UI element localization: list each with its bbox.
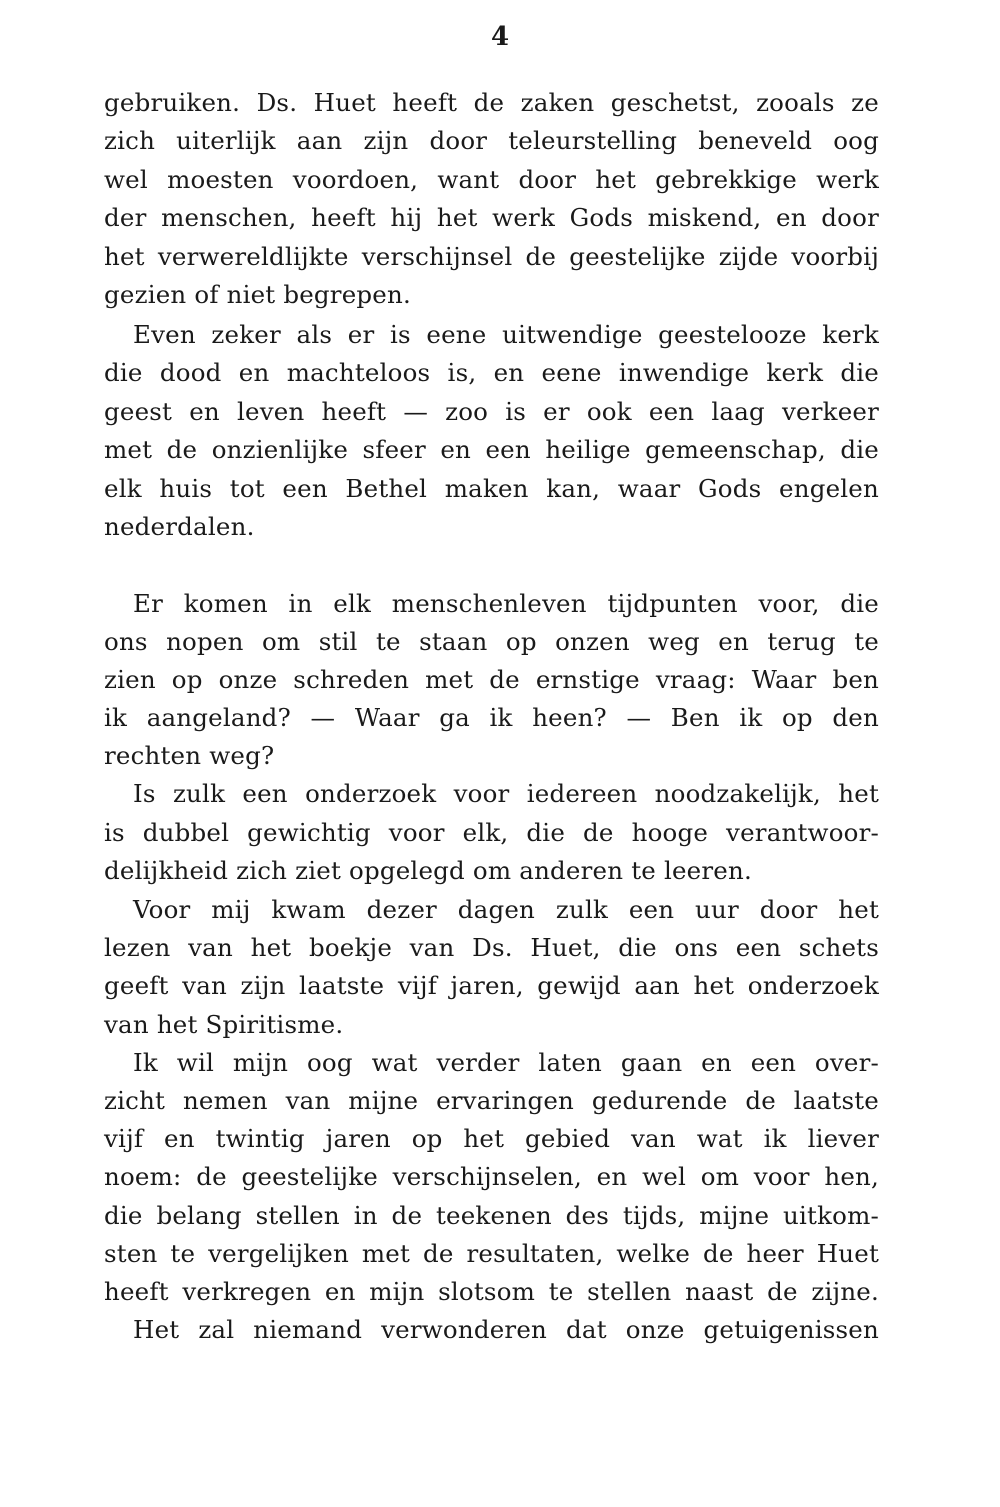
text-line: Er komen in elk menschenleven tijdpunten voor, die (133, 589, 879, 618)
text-line: gebruiken. Ds. Huet heeft de zaken geschetst, zooals ze (104, 88, 879, 117)
text-line: nederdalen. (104, 512, 255, 541)
text-line: die belang stellen in de teekenen des tijds, mijne uitkom- (104, 1201, 879, 1230)
text-line: lezen van het boekje van Ds. Huet, die ons een schets (104, 933, 879, 962)
text-line: Even zeker als er is eene uitwendige geestelooze kerk (133, 320, 879, 349)
text-line: noem: de geestelijke verschijnselen, en wel om voor hen, (104, 1162, 879, 1191)
text-line: Ik wil mijn oog wat verder laten gaan en een over- (133, 1048, 879, 1077)
text-line: elk huis tot een Bethel maken kan, waar Gods engelen (104, 474, 879, 503)
text-line: is dubbel gewichtig voor elk, die de hooge verantwoor- (104, 818, 879, 847)
text-line: zien op onze schreden met de ernstige vraag: Waar ben (104, 665, 879, 694)
text-line: der menschen, heeft hij het werk Gods miskend, en door (104, 203, 879, 232)
text-line: zich uiterlijk aan zijn door teleurstelling beneveld oog (104, 126, 879, 155)
text-line: Voor mij kwam dezer dagen zulk een uur door het (133, 895, 879, 924)
text-line: ons nopen om stil te staan op onzen weg en terug te (104, 627, 879, 656)
text-line: Is zulk een onderzoek voor iedereen noodzakelijk, het (133, 779, 879, 808)
text-line: zicht nemen van mijne ervaringen gedurende de laatste (104, 1086, 879, 1115)
text-line: van het Spiritisme. (104, 1010, 344, 1039)
text-line: heeft verkregen en mijn slotsom te stellen naast de zijne. (104, 1277, 879, 1306)
text-line: met de onzienlijke sfeer en een heilige gemeenschap, die (104, 435, 879, 464)
text-line: Het zal niemand verwonderen dat onze getuigenissen (133, 1315, 879, 1344)
text-line: sten te vergelijken met de resultaten, welke de heer Huet (104, 1239, 879, 1268)
text-line: delijkheid zich ziet opgelegd om anderen te leeren. (104, 856, 752, 885)
text-line: het verwereldlijkte verschijnsel de geestelijke zijde voorbij (104, 242, 879, 271)
text-line: geeft van zijn laatste vijf jaren, gewijd aan het onderzoek (104, 971, 879, 1000)
text-line: rechten weg? (104, 741, 275, 770)
page-number: 4 (490, 22, 510, 52)
text-line: wel moesten voordoen, want door het gebrekkige werk (104, 165, 879, 194)
text-line: ik aangeland? — Waar ga ik heen? — Ben ik op den (104, 703, 879, 732)
text-line: geest en leven heeft — zoo is er ook een laag verkeer (104, 397, 879, 426)
text-line: die dood en machteloos is, en eene inwendige kerk die (104, 358, 879, 387)
text-line: gezien of niet begrepen. (104, 280, 411, 309)
text-line: vijf en twintig jaren op het gebied van wat ik liever (104, 1124, 879, 1153)
